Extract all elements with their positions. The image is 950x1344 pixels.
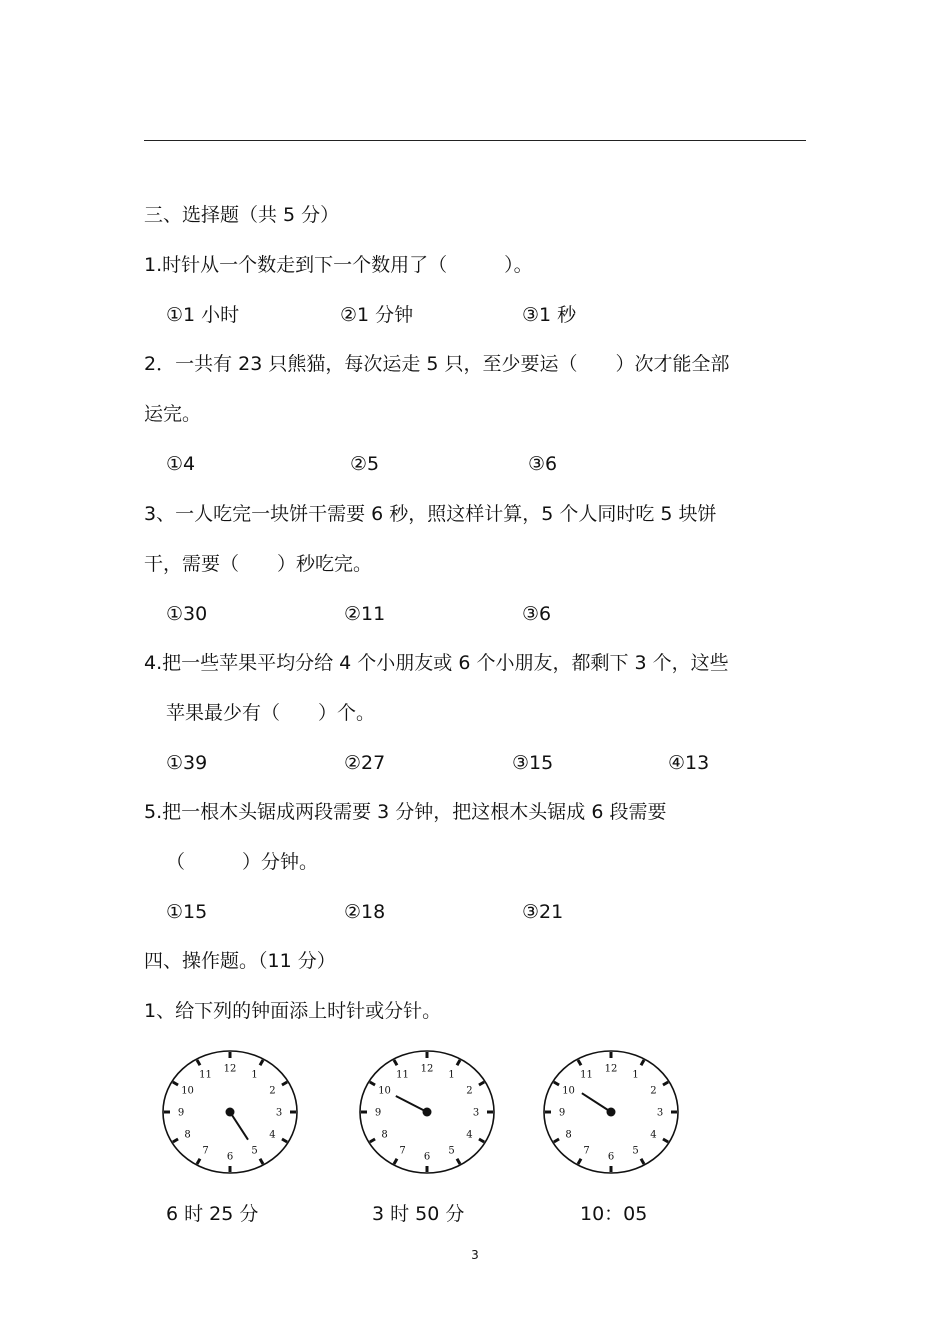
question-3-text: 3、一人吃完一块饼干需要 6 秒，照这样计算，5 个人同时吃 5 块饼 [144, 503, 717, 525]
hour-tick [479, 1082, 484, 1085]
option: ③1 秒 [522, 304, 577, 326]
section4-question-1: 1、给下列的钟面添上时针或分针。 [144, 1000, 442, 1022]
hour-number: 2 [269, 1085, 276, 1097]
hour-tick [260, 1159, 263, 1164]
clock-center [607, 1108, 616, 1117]
hour-number: 7 [202, 1145, 209, 1157]
hour-number: 2 [466, 1085, 473, 1097]
question-1-text: 1.时针从一个数走到下一个数用了（ ）。 [144, 254, 533, 276]
option: ②5 [350, 453, 380, 475]
hour-number: 7 [399, 1145, 406, 1157]
hour-number: 3 [275, 1107, 283, 1119]
hour-number: 5 [251, 1145, 258, 1157]
hour-tick [394, 1159, 397, 1164]
question-2-text-cont: 运完。 [144, 403, 202, 425]
question-1-options [166, 303, 806, 327]
hour-number: 11 [199, 1069, 212, 1081]
hour-tick [370, 1139, 375, 1142]
hour-tick [641, 1159, 644, 1164]
hour-number: 12 [420, 1063, 434, 1075]
hour-number: 1 [251, 1069, 258, 1081]
option: ①30 [166, 603, 208, 625]
hour-tick [394, 1060, 397, 1065]
question-4-text: 4.把一些苹果平均分给 4 个小朋友或 6 个小朋友，都剩下 3 个，这些 [144, 652, 729, 674]
clock-svg [158, 1046, 303, 1181]
hour-number: 10 [562, 1085, 575, 1097]
hour-number: 4 [466, 1129, 473, 1141]
option: ②11 [344, 603, 386, 625]
hour-tick [173, 1082, 178, 1085]
hour-tick [663, 1082, 668, 1085]
question-4-options [166, 751, 806, 775]
clock-center [423, 1108, 432, 1117]
section3-title: 三、选择题（共 5 分） [144, 204, 340, 226]
hour-number: 12 [223, 1063, 237, 1075]
hour-number: 3 [656, 1107, 664, 1119]
hour-tick [663, 1139, 668, 1142]
hour-number: 12 [604, 1063, 618, 1075]
option: ③6 [522, 603, 552, 625]
header-rule [144, 140, 806, 141]
section4-title: 四、操作题。（11 分） [144, 950, 336, 972]
hour-tick [173, 1139, 178, 1142]
question-3-text-cont: 干，需要（ ）秒吃完。 [144, 553, 373, 575]
hour-tick [260, 1060, 263, 1065]
hour-number: 10 [378, 1085, 391, 1097]
question-4-text-cont: 苹果最少有（ ）个。 [166, 702, 376, 724]
hour-number: 1 [448, 1069, 455, 1081]
hour-tick [578, 1060, 581, 1065]
option: ②27 [344, 752, 386, 774]
option: ②18 [344, 901, 386, 923]
clock-face-3 [539, 1046, 684, 1181]
question-5-options [166, 900, 806, 924]
hour-number: 2 [650, 1085, 657, 1097]
hour-number: 5 [448, 1145, 455, 1157]
hour-tick [282, 1139, 287, 1142]
hour-number: 8 [565, 1129, 572, 1141]
option: ①1 小时 [166, 304, 240, 326]
hour-number: 4 [269, 1129, 276, 1141]
clock-face-2 [355, 1046, 500, 1181]
hour-tick [197, 1159, 200, 1164]
question-2-text: 2．一共有 23 只熊猫，每次运走 5 只，至少要运（ ）次才能全部 [144, 353, 730, 375]
question-5-text-cont: （ ）分钟。 [166, 851, 319, 873]
page-number: 3 [471, 1248, 479, 1262]
option: ③15 [512, 752, 554, 774]
question-5-text: 5.把一根木头锯成两段需要 3 分钟，把这根木头锯成 6 段需要 [144, 801, 667, 823]
clock-center [226, 1108, 235, 1117]
clock-svg [355, 1046, 500, 1181]
clock-hand [582, 1093, 611, 1112]
option: ①4 [166, 453, 196, 475]
hour-number: 8 [381, 1129, 388, 1141]
hour-number: 6 [226, 1151, 234, 1163]
hour-number: 6 [423, 1151, 431, 1163]
hour-number: 9 [558, 1107, 566, 1119]
hour-tick [197, 1060, 200, 1065]
hour-tick [282, 1082, 287, 1085]
hour-number: 5 [632, 1145, 639, 1157]
hour-number: 11 [396, 1069, 409, 1081]
hour-number: 11 [580, 1069, 593, 1081]
hour-tick [457, 1159, 460, 1164]
hour-tick [457, 1060, 460, 1065]
option: ④13 [668, 752, 710, 774]
option: ①15 [166, 901, 208, 923]
hour-number: 1 [632, 1069, 639, 1081]
hour-number: 9 [374, 1107, 382, 1119]
hour-tick [554, 1082, 559, 1085]
clock-face-1 [158, 1046, 303, 1181]
hour-number: 8 [184, 1129, 191, 1141]
clock-hand [396, 1096, 427, 1112]
option: ①39 [166, 752, 208, 774]
option: ③21 [522, 901, 564, 923]
hour-number: 3 [472, 1107, 480, 1119]
hour-number: 10 [181, 1085, 194, 1097]
hour-tick [554, 1139, 559, 1142]
hour-number: 9 [177, 1107, 185, 1119]
option: ③6 [528, 453, 558, 475]
hour-number: 4 [650, 1129, 657, 1141]
hour-tick [641, 1060, 644, 1065]
hour-number: 6 [607, 1151, 615, 1163]
hour-tick [479, 1139, 484, 1142]
question-3-options [166, 602, 806, 626]
hour-number: 7 [583, 1145, 590, 1157]
option: ②1 分钟 [340, 304, 414, 326]
clock-svg [539, 1046, 684, 1181]
hour-tick [370, 1082, 375, 1085]
clock-label: 3 时 50 分 [372, 1203, 465, 1225]
clock-hand [230, 1112, 248, 1140]
clock-label: 6 时 25 分 [166, 1203, 259, 1225]
hour-tick [578, 1159, 581, 1164]
question-2-options [166, 452, 806, 476]
clock-label: 10：05 [580, 1203, 648, 1225]
